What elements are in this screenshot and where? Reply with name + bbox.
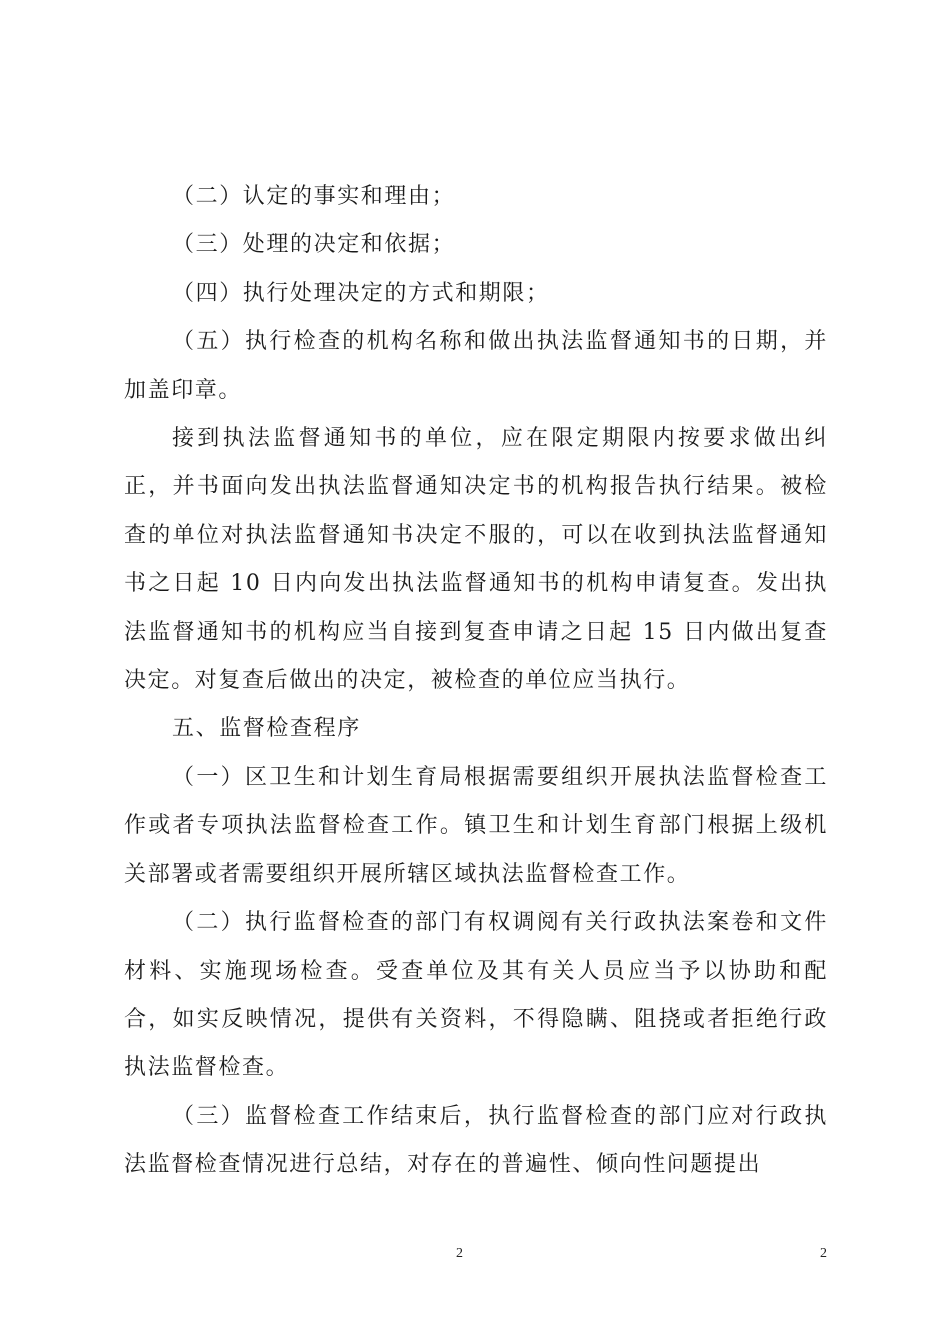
document-body (124, 173, 828, 1190)
paragraph: （五）执行检查的机构名称和做出执法监督通知书的日期，并加盖印章。 (124, 329, 828, 403)
section-heading: 五、监督检查程序 (172, 716, 361, 742)
paragraph: 接到执法监督通知书的单位，应在限定期限内按要求做出纠正，并书面向发出执法监督通知决定书的机构报告执行结果。被检查的单位对执法监督通知书决定不服的，可以在收到执法监督通知书之日起 10 日内向发出执法监督通知书的机构申请复查。发出执法监督通知书的机构应当自接到复查申请之日起 15 日内做出复查决定。对复查后做出的决定，被检查的单位应当执行。 (124, 426, 828, 694)
paragraph: （二）认定的事实和理由； (172, 184, 456, 209)
paragraph: （一）区卫生和计划生育局根据需要组织开展执法监督检查工作或者专项执法监督检查工作。镇卫生和计划生育部门根据上级机关部署或者需要组织开展所辖区域执法监督检查工作。 (124, 764, 828, 887)
page-number-right: 2 (820, 1246, 827, 1261)
paragraph: （三）监督检查工作结束后，执行监督检查的部门应对行政执法监督检查情况进行总结，对存在的普遍性、倾向性问题提出 (124, 1103, 828, 1178)
paragraph: （三）处理的决定和依据； (172, 232, 456, 258)
paragraph: （四）执行处理决定的方式和期限； (172, 280, 550, 306)
page-number-center: 2 (456, 1246, 463, 1261)
paragraph: （二）执行监督检查的部门有权调阅有关行政执法案卷和文件材料、实施现场检查。受查单位及其有关人员应当予以协助和配合，如实反映情况，提供有关资料，不得隐瞒、阻挠或者拒绝行政执法监督检查。 (124, 910, 828, 1081)
